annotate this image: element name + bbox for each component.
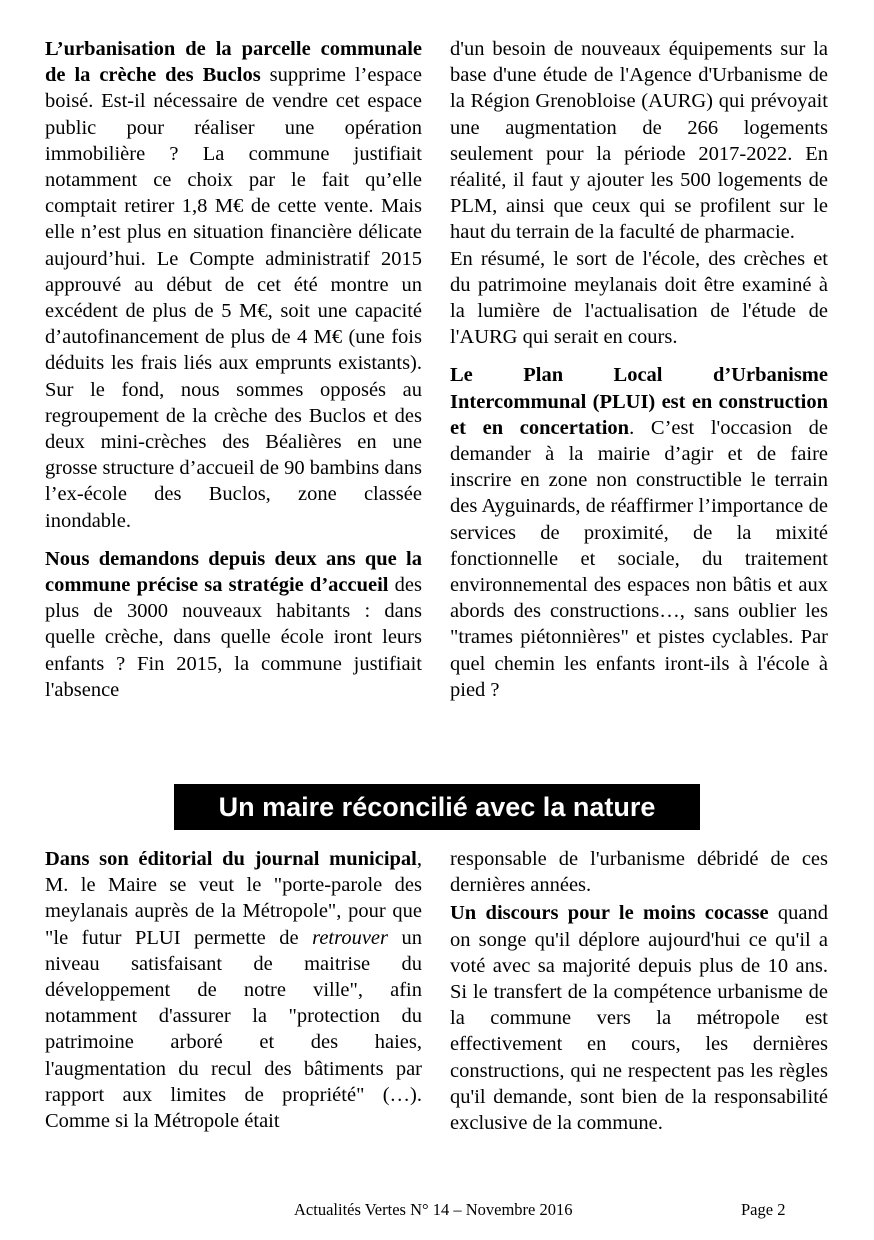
paragraph-discours-cocasse [450, 900, 828, 1136]
column-right-top [450, 36, 828, 703]
paragraph-italic: retrouver [312, 926, 389, 949]
column-left-bottom [45, 846, 422, 1134]
paragraph-lead-bold: Dans son éditorial du journal municipal [45, 848, 417, 870]
column-right-bottom [450, 846, 828, 1136]
paragraph-strategie-accueil [45, 546, 422, 703]
paragraph-urbanisme-debride: responsable de l'urbanisme débridé de ces dernières années. [450, 848, 828, 897]
paragraph-text: , M. le Maire se veut le "porte-parole des meylanais auprès de la Métropole", pour que "le futur PLUI permette de [45, 848, 422, 949]
paragraph-text: un niveau satisfaisant de maitrise du développement de notre ville", afin notamment d'assurer la "protection du patrimoine arboré et des haies, l'augmentation du recul des bâtiments par rapport aux limites de propriété" (…). Comme si la Métropole était [45, 926, 423, 1133]
paragraph-text: supprime l’espace boisé. Est-il nécessaire de vendre cet espace public pour réaliser une opération immobilière ? La commune justifiait notamment ce choix par le fait qu’elle comptait retirer 1,8 M€ de cette vente. Mais elle n’est plus en situation financière délicate aujourd’hui. Le Compte administratif 2015 approuvé au début de cet été montre un excédent de plus de 5 M€, soit une capacité d’autofinancement de plus de 4 M€ (une fois déduits les frais liés aux emprunts existants). Sur le fond, nous sommes opposés au regroupement de la crèche des Buclos et des deux mini-crèches des Béalières en une grosse structure d’accueil de 90 bambins dans l’ex-école des Buclos, zone classée inondable. [45, 64, 422, 532]
paragraph-en-resume: En résumé, le sort de l'école, des crèches et du patrimoine meylanais doit être examiné à la lumière de l'actualisation de l'étude de l'AURG qui serait en cours. [450, 247, 828, 349]
section-heading-banner: Un maire réconcilié avec la nature [174, 784, 700, 830]
paragraph-plui [450, 362, 828, 703]
paragraph-text: des plus de 3000 nouveaux habitants : dans quelle crèche, dans quelle école iront leurs enfants ? Fin 2015, la commune justifiait l'absence [45, 574, 423, 701]
paragraph-creche-buclos [45, 36, 422, 534]
paragraph-text: quand on songe qu'il déplore aujourd'hui ce qu'il a voté avec sa majorité depuis plus de 10 ans. Si le transfert de la compétence urbanisme de la commune vers la métropole est effectivement en cours, les dernières constructions, qui ne respectent pas les règles qu'il demande, sont bien de la responsabilité exclusive de la commune. [450, 902, 828, 1135]
paragraph-text: . C’est l'occasion de demander à la mairie d’agir et de faire inscrire en zone non constructible le terrain des Ayguinards, de réaffirmer l’importance de services de proximité, de la mixité fonctionnelle et sociale, du traitement environnemental des espaces non bâtis et aux abords des constructions…, sans oublier les "trames piétonnières" et pistes cyclables. Par quel chemin les enfants iront-ils à l'école à pied ? [450, 416, 828, 701]
footer-page-number: Page 2 [741, 1200, 786, 1219]
paragraph-lead-bold: Nous demandons depuis deux ans que la commune précise sa stratégie d’accueil [45, 547, 422, 597]
paragraph-editorial [45, 846, 422, 1134]
paragraph-lead-bold: Le Plan Local d’Urbanisme Intercommunal (PLUI) est en construction et en concertation [450, 364, 828, 439]
footer-issue: Actualités Vertes N° 14 – Novembre 2016 [294, 1200, 573, 1219]
paragraph-aurg-study: d'un besoin de nouveaux équipements sur la base d'une étude de l'Agence d'Urbanisme de la Région Grenobloise (AURG) qui prévoyait une augmentation de 266 logements seulement pour la période 2017-2022. En réalité, il faut y ajouter les 500 logements de PLM, ainsi que ceux qui se profilent sur le haut du terrain de la faculté de pharmacie. [450, 38, 828, 244]
column-left-top [45, 36, 422, 703]
paragraph-lead-bold: Un discours pour le moins cocasse [450, 902, 769, 925]
paragraph-lead-bold: L’urbanisation de la parcelle communale de la crèche des Buclos [45, 38, 422, 87]
